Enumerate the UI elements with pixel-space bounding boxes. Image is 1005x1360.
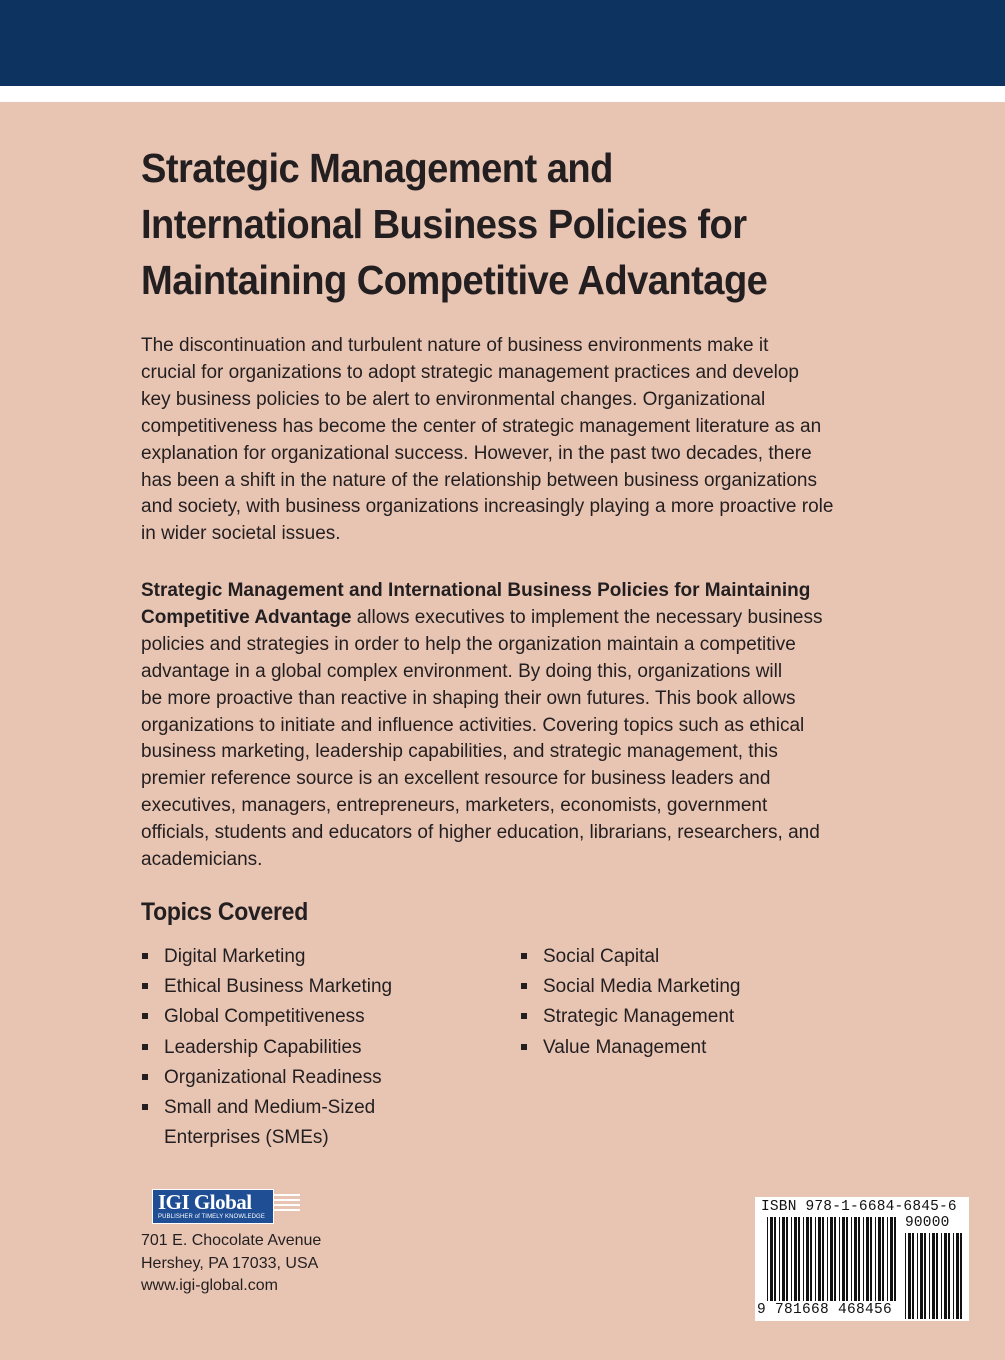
square-bullet-icon: [142, 1013, 148, 1019]
description-line: The discontinuation and turbulent nature of business environments make it: [141, 335, 769, 356]
summary-bold-title: Strategic Management and International Business Policies for Maintaining: [141, 580, 811, 601]
barcode-bar: [887, 1217, 888, 1301]
barcode-bar: [770, 1217, 773, 1301]
barcode-bar: [929, 1233, 930, 1319]
barcode-bar: [917, 1233, 918, 1319]
summary-line: [141, 605, 881, 632]
book-title: [141, 140, 848, 308]
barcode-bar: [851, 1217, 852, 1301]
summary-line: be more proactive than reactive in shaping their own futures. This book allows: [141, 687, 796, 709]
barcode-bar: [870, 1217, 872, 1301]
publisher-website: www.igi-global.com: [141, 1277, 278, 1294]
barcode-bar: [779, 1217, 780, 1301]
barcode-bar: [782, 1217, 785, 1301]
barcode-bar: [944, 1233, 947, 1319]
square-bullet-icon: [142, 1074, 148, 1080]
summary-line: organizations to initiate and influence activities. Covering topics such as ethical: [141, 714, 805, 736]
barcode-bar: [894, 1217, 896, 1301]
publisher-address: [141, 1230, 321, 1298]
topic-item-continuation: Enterprises (SMEs): [164, 1127, 329, 1149]
barcode-bar: [912, 1233, 914, 1319]
summary-line: officials, students and educators of higher education, librarians, researchers, and: [141, 822, 820, 844]
barcode-bar: [834, 1217, 836, 1301]
summary-line: [141, 578, 881, 605]
topics-list-left: [141, 942, 392, 1153]
square-bullet-icon: [142, 1104, 148, 1110]
topic-item: Leadership Capabilities: [141, 1033, 392, 1063]
barcode-bar: [878, 1217, 881, 1301]
barcode-bar: [767, 1217, 768, 1301]
barcode-bar: [941, 1233, 942, 1319]
square-bullet-icon: [142, 1044, 148, 1050]
barcode-bar: [794, 1217, 797, 1301]
summary-line: advantage in a global complex environment. By doing this, organizations will: [141, 660, 783, 682]
barcode-bar: [803, 1217, 804, 1301]
summary-text: allows executives to implement the necessary business: [351, 606, 823, 628]
topic-item: Digital Marketing: [141, 942, 392, 972]
barcode-bar: [948, 1233, 950, 1319]
summary-line: executives, managers, entrepreneurs, marketers, economists, government: [141, 795, 768, 817]
topic-item: Social Media Marketing: [520, 972, 740, 1002]
barcode-bar: [798, 1217, 800, 1301]
logo-tagline: PUBLISHER of TIMELY KNOWLEDGE: [158, 1214, 265, 1220]
square-bullet-icon: [521, 1044, 527, 1050]
description-line: key business policies to be alert to environmental changes. Organizational: [141, 388, 766, 410]
barcode-bar: [839, 1217, 840, 1301]
description-paragraph: [141, 333, 881, 548]
barcode-bar: [818, 1217, 821, 1301]
white-divider: [0, 86, 1005, 102]
barcode-bar: [936, 1233, 938, 1319]
top-color-band: [0, 0, 1005, 86]
barcode-bar: [810, 1217, 812, 1301]
description-line: and society, with business organizations increasingly playing a more proactive role: [141, 496, 834, 518]
square-bullet-icon: [142, 953, 148, 959]
barcode-bar: [866, 1217, 869, 1301]
barcode-bar: [875, 1217, 876, 1301]
topics-heading: Topics Covered: [141, 898, 308, 926]
title-line: International Business Policies for: [141, 201, 747, 247]
summary-line: business marketing, leadership capabilities, and strategic management, this: [141, 741, 778, 763]
barcode-bar: [924, 1233, 926, 1319]
square-bullet-icon: [521, 953, 527, 959]
address-line: 701 E. Chocolate Avenue: [141, 1232, 322, 1249]
barcode-bar: [822, 1217, 824, 1301]
description-line: in wider societal issues.: [141, 523, 341, 545]
description-line: explanation for organizational success. However, in the past two decades, there: [141, 442, 812, 464]
igi-global-logo: [152, 1189, 274, 1224]
barcode-bar: [863, 1217, 864, 1301]
barcode-bar: [846, 1217, 848, 1301]
topic-item: Ethical Business Marketing: [141, 972, 392, 1002]
summary-line: premier reference source is an excellent resource for business leaders and: [141, 768, 771, 790]
logo-name: IGI Global: [158, 1190, 252, 1214]
topic-item: Organizational Readiness: [141, 1063, 392, 1093]
barcode-bar: [956, 1233, 959, 1319]
barcode-bar: [908, 1233, 911, 1319]
summary-line: academicians.: [141, 849, 263, 871]
price-code: 90000: [905, 1215, 950, 1231]
summary-bold-title: Competitive Advantage: [141, 606, 352, 628]
title-line: Strategic Management and: [141, 145, 613, 191]
summary-line: policies and strategies in order to help the organization maintain a competitive: [141, 633, 796, 655]
barcode-bar: [882, 1217, 884, 1301]
square-bullet-icon: [142, 983, 148, 989]
barcode-bar: [932, 1233, 935, 1319]
square-bullet-icon: [521, 983, 527, 989]
topic-item: Value Management: [520, 1033, 740, 1063]
topics-list-right: [520, 942, 740, 1063]
title-line: Maintaining Competitive Advantage: [141, 257, 768, 303]
barcode-bar: [842, 1217, 845, 1301]
barcode-bar: [806, 1217, 809, 1301]
barcode-bar: [858, 1217, 860, 1301]
square-bullet-icon: [521, 1013, 527, 1019]
topic-item: Social Capital: [520, 942, 740, 972]
barcode-bar: [774, 1217, 776, 1301]
barcode-bar: [854, 1217, 857, 1301]
topic-item: Strategic Management: [520, 1002, 740, 1032]
barcode-bar: [830, 1217, 833, 1301]
description-line: crucial for organizations to adopt strategic management practices and develop: [141, 361, 799, 383]
isbn-number: ISBN 978-1-6684-6845-6: [761, 1199, 957, 1215]
topic-item: Global Competitiveness: [141, 1002, 392, 1032]
barcode-bar: [791, 1217, 792, 1301]
logo-speed-lines: [274, 1194, 300, 1220]
barcode-bar: [786, 1217, 788, 1301]
description-line: competitiveness has become the center of strategic management literature as an: [141, 415, 822, 437]
barcode-bar: [815, 1217, 816, 1301]
barcode-bar: [920, 1233, 923, 1319]
isbn-barcode: [755, 1197, 969, 1321]
topic-item: Small and Medium-Sized: [141, 1093, 392, 1123]
ean-digits: 9 781668 468456: [757, 1302, 893, 1318]
barcode-bar: [827, 1217, 828, 1301]
barcode-bar: [890, 1217, 893, 1301]
address-line: Hershey, PA 17033, USA: [141, 1254, 319, 1272]
description-line: has been a shift in the nature of the relationship between business organizations: [141, 469, 818, 491]
barcode-bar: [953, 1233, 954, 1319]
barcode-bar: [905, 1233, 906, 1319]
summary-paragraph: [141, 578, 881, 874]
barcode-bar: [960, 1233, 962, 1319]
